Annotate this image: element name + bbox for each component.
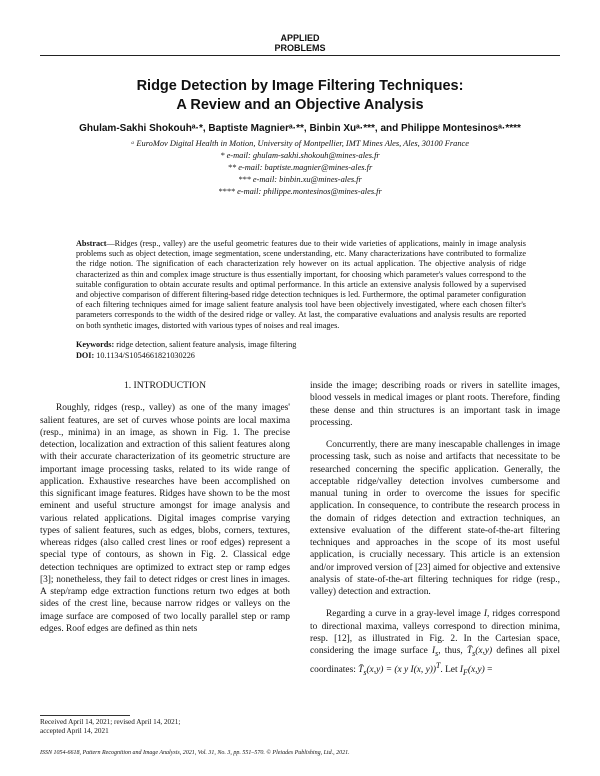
title-line2: A Review and an Objective Analysis xyxy=(176,97,424,113)
intro-paragraph-1: Roughly, ridges (resp., valley) as one of the many images' salient features, are set of curves whose points are local maxima (resp., minima) in an image, as shown in Fig. 1. The precise detection, localization and extraction of this salient features along with their accurate characterization of its geometric structure are important image processing tasks, related to its wide range of application. Exhaustive researches have been accomplished on this significant image features. Ridges have shown to be the most eminent and useful structure amongst for image analysis and various related applications. Digital images comprise varying types of salient features, such as edges, blobs, corners, textures, whereas ridges (also called crest lines or roof edges) represent a special type of contours, as shown in Fig. 2. Classical edge detection techniques are optimized to extract step or ramp edges [3]; nonetheless, they fail to detect ridges or crest lines in images. A step/ramp edge extraction functions return two edges at both sides of the crest line, because narrow ridges or valleys on the image surface are composed of two locally parallel step or ramp edges. Roof edges are defined as thin nets xyxy=(40,403,290,634)
email-4: **** e-mail: philippe.montesinos@mines-ales.fr xyxy=(218,187,382,196)
intro-paragraph-3: Concurrently, there are many inescapable challenges in image processing task, such as noise and artifacts that necessitate to be researched concerning the specific application. Generally, the acceptable ridge/valley detection involves cumbersome and manual tuning in order to overcome the issues for specific application. In consequence, to contribute the research process in the domain of ridges detection and extraction techniques, an extensive evaluation of the different state-of-the-art filtering techniques and approaches in the scope of its most useful application, is crucially necessary. This article is an extension and/or improved version of [23] aimed for objective and extensive analysis of state-of-the-art filtering techniques for ridge (resp., valley) detection and extraction. xyxy=(310,440,560,597)
section-heading-introduction: 1. INTRODUCTION xyxy=(123,380,207,391)
p4-text-a: Regarding a curve in a gray-level image xyxy=(326,609,484,620)
keywords-block xyxy=(76,339,526,361)
title-line1: Ridge Detection by Image Filtering Techniques: xyxy=(136,78,464,94)
email-2: ** e-mail: baptiste.magnier@mines-ales.fr xyxy=(227,163,373,172)
p4-text-b: , ridges correspond to directional maxima, valleys correspond to direction minima, resp. [12], as illustrated in Fig. 2. In the Cartesian space, considering the image surface xyxy=(310,609,560,656)
keywords-text: ridge detection, salient feature analysis, image filtering xyxy=(116,340,297,349)
math-Is: I xyxy=(432,646,436,656)
received-date: Received April 14, 2021; revised April 14, 2021; xyxy=(40,718,181,726)
header-rule xyxy=(40,55,560,56)
math-I: I xyxy=(483,609,487,620)
math-Ts-vector: $T̄_s(x,y)$ xyxy=(466,646,493,658)
section-tag xyxy=(0,33,600,53)
footnote-rule xyxy=(40,715,130,716)
right-column xyxy=(310,380,560,679)
abstract xyxy=(76,239,526,331)
math-transpose: T xyxy=(436,661,441,671)
journal-footer: ISSN 1054-6618, Pattern Recognition and Image Analysis, 2021, Vol. 31, No. 3, pp. 551–570. © Pleiades Publishing, Ltd., 2021. xyxy=(40,750,350,756)
affiliation-institution: ᵃ EuroMov Digital Health in Motion, University of Montpellier, IMT Mines Ales, Ales, 30100 France xyxy=(131,139,469,148)
abstract-text: —Ridges (resp., valley) are the useful geometric features due to their wide varieties of applications, mainly in image analysis problems such as object detection, image segmentation, scene understanding, etc. Many characterizations have contributed to formalize the ridge notion. The signification of each characterization rely however on its actual application. The objective analysis of ridge characterized as thin and complex image structure is thus essentially important, for choosing which parameter's values correspond to the suitable configuration to obtain accurate results and optimal performance. In this article an extensive analysis followed by a supervised and objective comparison of different filtering-based ridge detection techniques is led. Furthermore, the optimal parameter configuration of each filtering techniques aimed for image salient feature analysis tool have been objectively investigated, where each chosen filter's parameters corresponds to the width of the desired ridge or valley. At last, the comparative evaluations and analysis results are reported on both synthetic images, distorted with various types of noises and real images. xyxy=(76,239,526,330)
p4-text-f: = xyxy=(484,665,493,676)
section-tag-line2: PROBLEMS xyxy=(274,43,326,53)
accepted-date: accepted April 14, 2021 xyxy=(40,727,109,735)
intro-paragraph-2: inside the image; describing roads or rivers in satellite images, blood vessels in medical images or plant roots. Therefore, finding these dense and thin structures is an important task in image processing. xyxy=(310,381,560,428)
math-s-subscript: s xyxy=(435,648,439,658)
math-equation: (x y I(x, y)) xyxy=(394,665,437,676)
left-column xyxy=(40,380,290,635)
p4-text-e: . Let xyxy=(440,665,460,676)
email-1: * e-mail: ghulam-sakhi.shokouh@mines-ales.fr xyxy=(220,151,380,160)
intro-paragraph-4 xyxy=(310,608,560,679)
math-Ts-vector-2: $T̄_s(x,y)$ = xyxy=(358,665,395,678)
abstract-label: Abstract xyxy=(76,239,107,248)
keywords-label: Keywords: xyxy=(76,340,115,349)
paper-title xyxy=(0,77,600,115)
doi-label: DOI: xyxy=(76,351,95,360)
doi-value: 10.1134/S1054661821030226 xyxy=(96,351,195,360)
authors: Ghulam-Sakhi Shokouhᵃ·*, Baptiste Magnierᵃ·**, Binbin Xuᵃ·***, and Philippe Montesinosᵃ·**** xyxy=(79,123,521,134)
footnote xyxy=(40,718,300,736)
email-3: *** e-mail: binbin.xu@mines-ales.fr xyxy=(238,175,362,184)
p4-text-d: defines all pixel coordinates: xyxy=(310,646,560,676)
math-IF: $I_F(x,y)$ xyxy=(459,665,485,678)
section-tag-line1: APPLIED xyxy=(280,33,320,43)
p4-text-c: , thus, xyxy=(438,646,467,656)
